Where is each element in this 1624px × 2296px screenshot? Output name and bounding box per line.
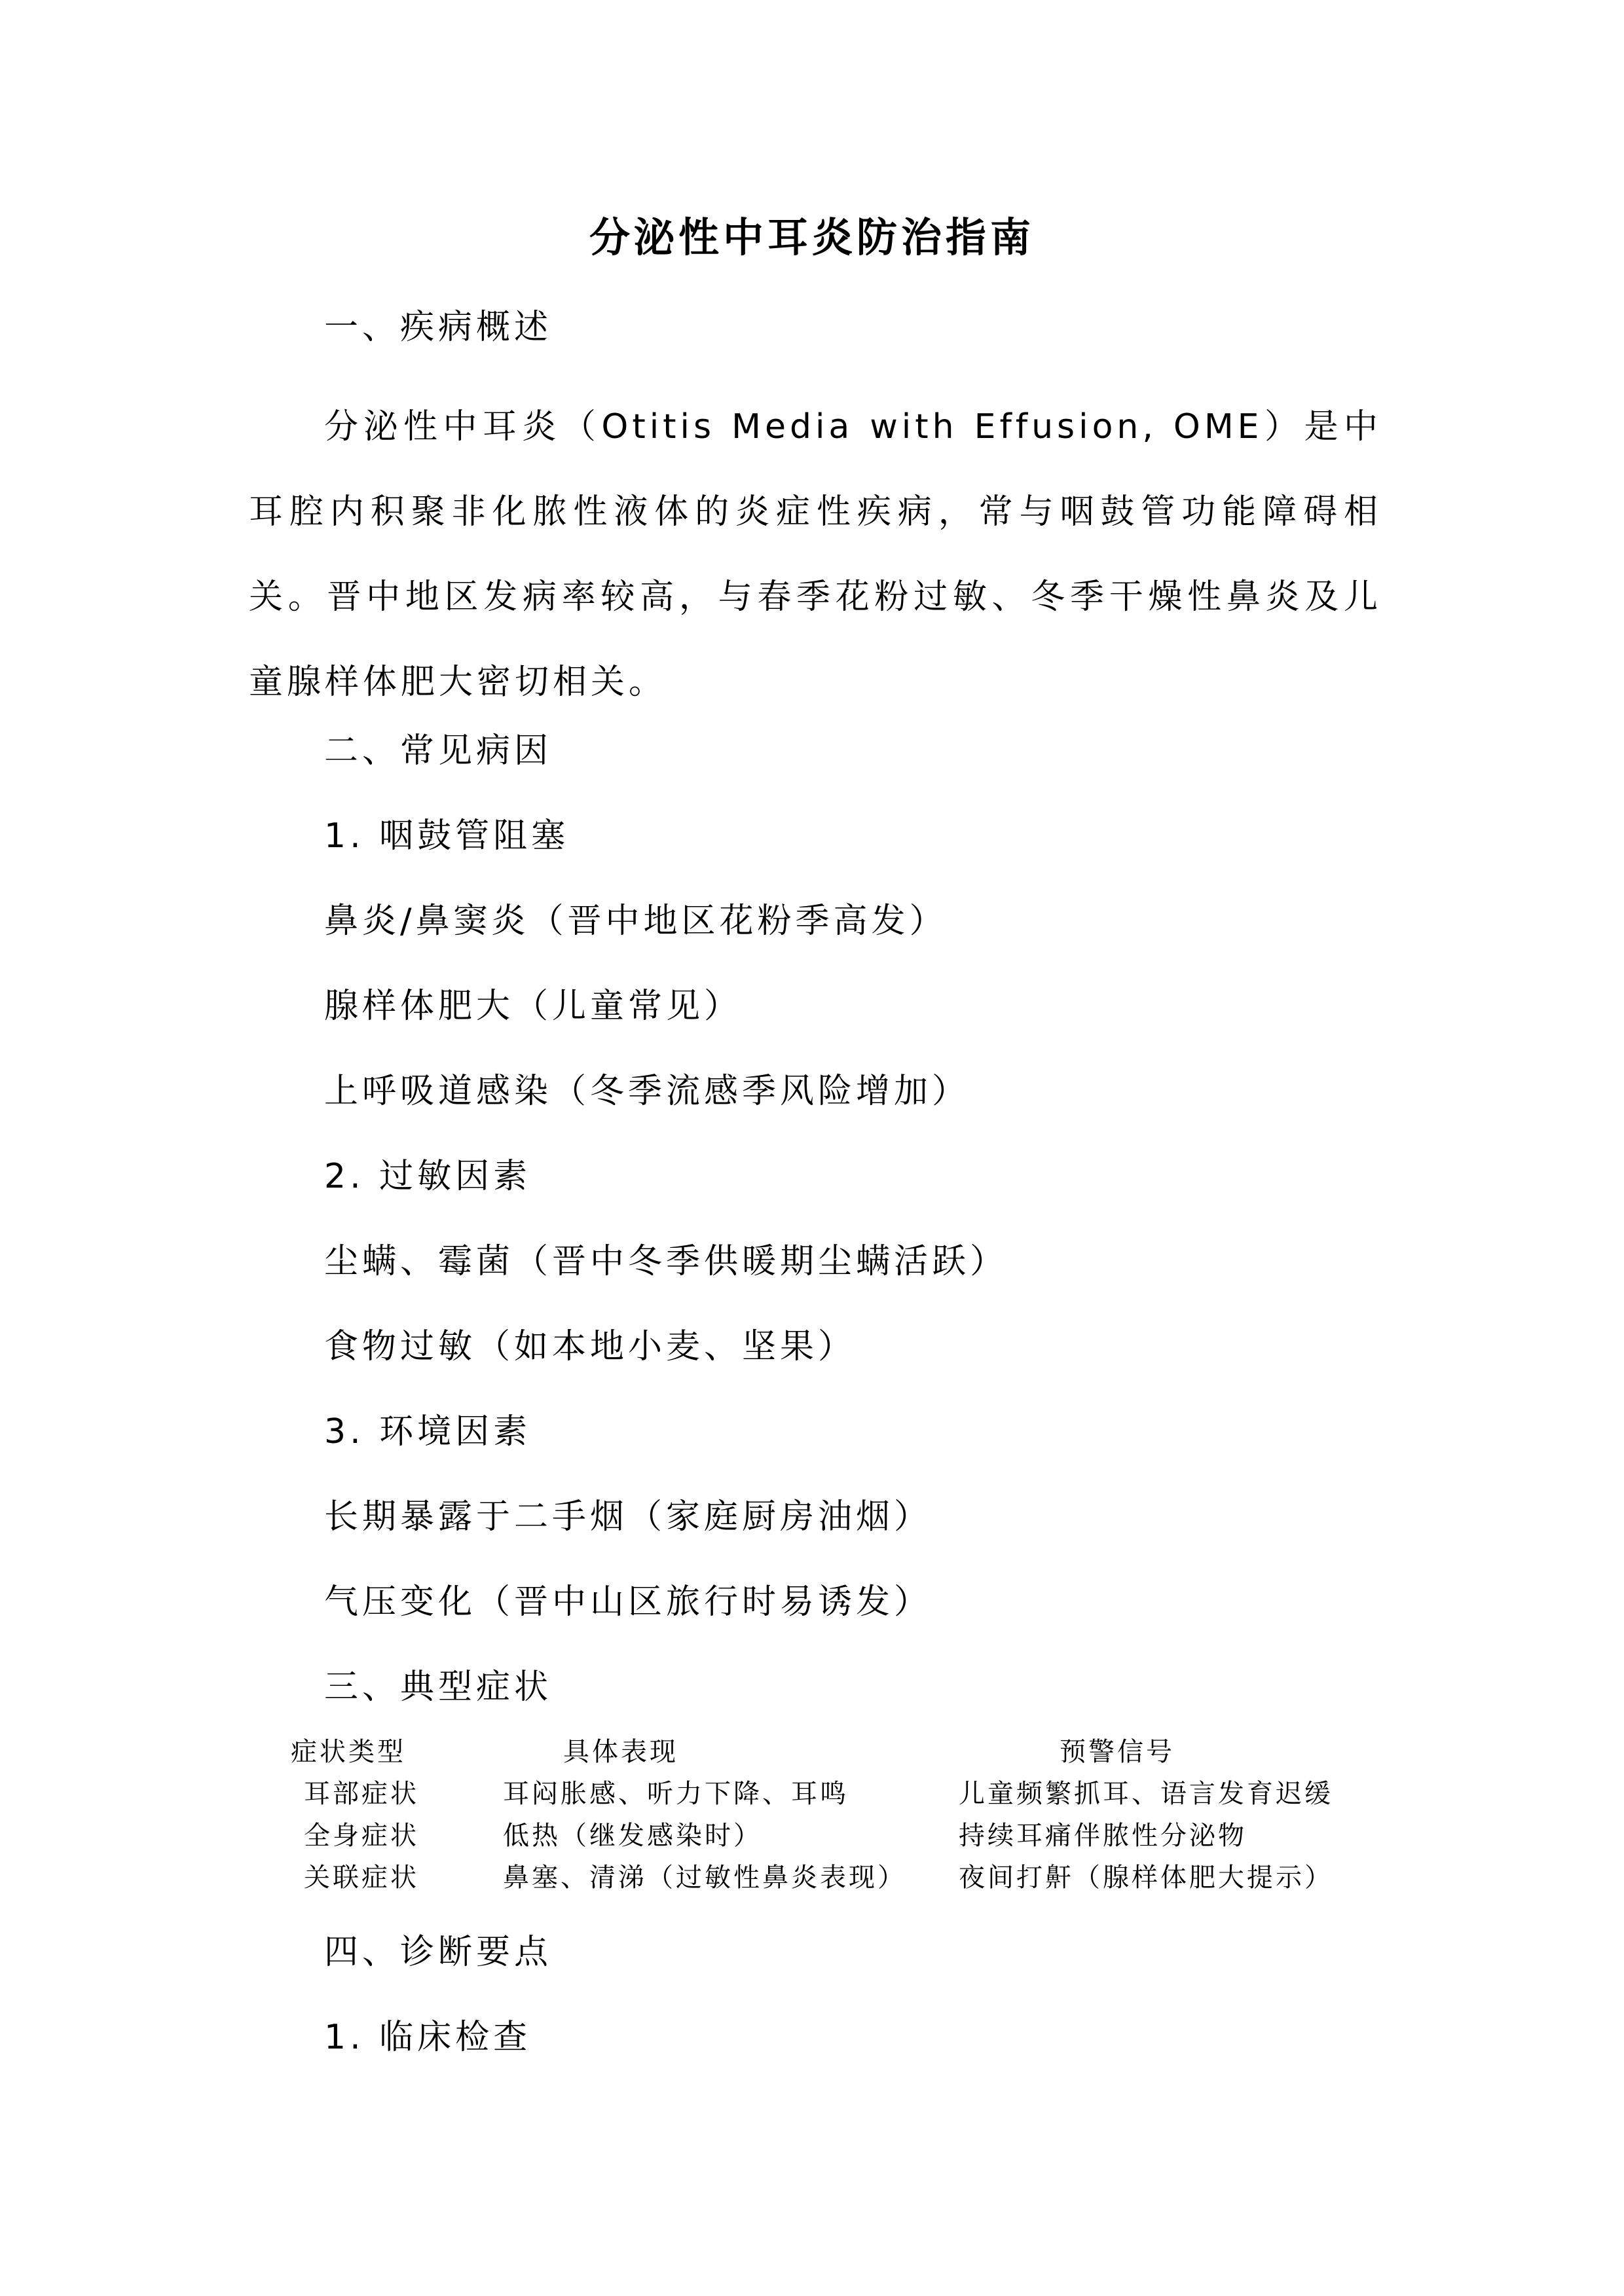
table-cell: 关联症状 bbox=[304, 1863, 419, 1893]
table-cell: 鼻塞、清涕（过敏性鼻炎表现） bbox=[503, 1863, 906, 1893]
table-cell: 耳闷胀感、听力下降、耳鸣 bbox=[503, 1779, 849, 1809]
table-cell: 夜间打鼾（腺样体肥大提示） bbox=[959, 1863, 1333, 1893]
document-title: 分泌性中耳炎防治指南 bbox=[589, 213, 1035, 261]
cause-group-2-title: 2. 过敏因素 bbox=[324, 1157, 532, 1196]
symptom-table-header bbox=[288, 1731, 1369, 1773]
cause-item: 腺样体肥大（儿童常见） bbox=[324, 987, 743, 1026]
cause-item: 上呼吸道感染（冬季流感季风险增加） bbox=[324, 1072, 970, 1111]
table-row bbox=[288, 1773, 1369, 1815]
symptom-table bbox=[288, 1731, 1369, 1899]
table-cell: 儿童频繁抓耳、语言发育迟缓 bbox=[959, 1779, 1333, 1809]
cause-group-1-title: 1. 咽鼓管阻塞 bbox=[324, 816, 570, 856]
cause-item: 尘螨、霉菌（晋中冬季供暖期尘螨活跃） bbox=[324, 1242, 1008, 1281]
table-row bbox=[288, 1815, 1369, 1857]
section-4-heading: 四、诊断要点 bbox=[324, 1933, 553, 1972]
cause-item: 气压变化（晋中山区旅行时易诱发） bbox=[324, 1582, 932, 1622]
table-header-cell: 症状类型 bbox=[291, 1737, 406, 1767]
table-cell: 全身症状 bbox=[304, 1821, 419, 1851]
table-cell: 耳部症状 bbox=[304, 1779, 419, 1809]
cause-item: 长期暴露于二手烟（家庭厨房油烟） bbox=[324, 1497, 932, 1537]
table-row bbox=[288, 1857, 1369, 1899]
section-3-heading: 三、典型症状 bbox=[324, 1667, 553, 1707]
section-1-paragraph: 分泌性中耳炎（Otitis Media with Effusion, OME）是中耳腔内积聚非化脓性液体的炎症性疾病，常与咽鼓管功能障碍相关。晋中地区发病率较高，与春季花粉过敏、冬季干燥性鼻炎及儿童腺样体肥大密切相关。 bbox=[249, 407, 1382, 702]
table-header-cell: 预警信号 bbox=[1060, 1737, 1175, 1767]
table-cell: 持续耳痛伴脓性分泌物 bbox=[959, 1821, 1247, 1851]
cause-item: 鼻炎/鼻窦炎（晋中地区花粉季高发） bbox=[324, 902, 948, 941]
cause-group-3-title: 3. 环境因素 bbox=[324, 1412, 532, 1451]
section-1-heading: 一、疾病概述 bbox=[324, 308, 553, 347]
diagnosis-sub-1: 1. 临床检查 bbox=[324, 2018, 532, 2057]
table-cell: 低热（继发感染时） bbox=[503, 1821, 762, 1851]
table-header-cell: 具体表现 bbox=[563, 1737, 678, 1767]
section-2-heading: 二、常见病因 bbox=[324, 731, 553, 771]
cause-item: 食物过敏（如本地小麦、坚果） bbox=[324, 1327, 857, 1366]
